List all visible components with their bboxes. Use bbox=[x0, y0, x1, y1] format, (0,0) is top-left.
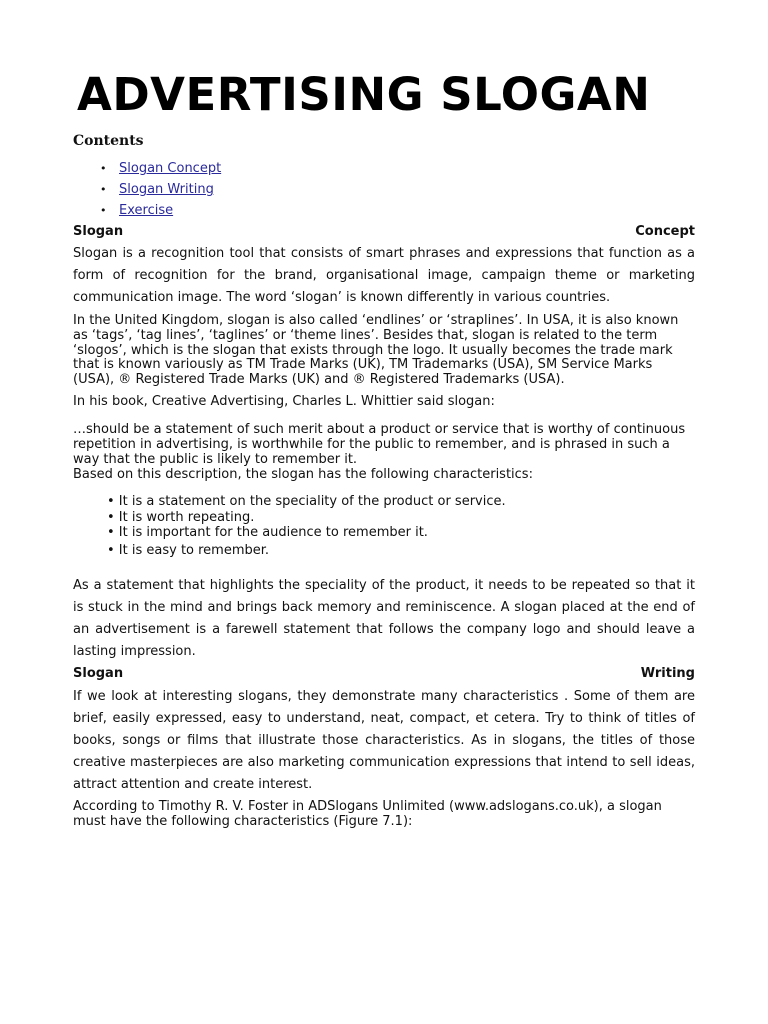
document-title: ADVERTISING SLOGAN bbox=[77, 68, 651, 121]
quote: …should be a statement of such merit about a product or service that is worthy of continuous repetition in advertising, is worthwhile for the public to remember, and is phrased in such a way that the public is likely to remember it. bbox=[73, 422, 686, 467]
contents-heading: Contents bbox=[73, 133, 144, 149]
toc-link-exercise[interactable]: Exercise bbox=[119, 203, 174, 218]
toc-link-slogan-writing[interactable]: Slogan Writing bbox=[119, 182, 214, 197]
toc-link-slogan-concept[interactable]: Slogan Concept bbox=[119, 161, 222, 176]
paragraph-whittier: In his book, Creative Advertising, Charles L. Whittier said slogan: bbox=[73, 394, 495, 409]
paragraph-statement: As a statement that highlights the speciality of the product, it needs to be repeated so that it is stuck in the mind and brings back memory and reminiscence. A slogan placed at the end of an advertisement is a farewell statement that follows the company logo and should leave a lasting impression. bbox=[73, 578, 695, 659]
bullet: • bbox=[100, 162, 107, 175]
paragraph-based-on: Based on this description, the slogan has the following characteristics: bbox=[73, 467, 533, 482]
section-heading-right: Writing bbox=[640, 666, 695, 681]
bullet: • bbox=[100, 183, 107, 196]
toc-item bbox=[100, 179, 221, 200]
list-item: • It is worth repeating. bbox=[107, 510, 255, 525]
section-heading-left: Slogan bbox=[73, 224, 124, 239]
section-heading-left: Slogan bbox=[73, 666, 124, 681]
characteristics-list bbox=[107, 494, 506, 559]
list-item: • It is important for the audience to remember it. bbox=[107, 525, 428, 540]
list-item: • It is a statement on the speciality of the product or service. bbox=[107, 494, 506, 509]
paragraph-interesting-slogans: If we look at interesting slogans, they demonstrate many characteristics . Some of them are brief, easily expressed, easy to understand, neat, compact, et cetera. Try to think of titles of books, songs or films that illustrate those characteristics. As in slogans, the titles of those creative masterpieces are also marketing communication expressions that intend to sell ideas, attract attention and create interest. bbox=[73, 689, 695, 792]
table-of-contents bbox=[100, 158, 221, 221]
section-heading-right: Concept bbox=[635, 224, 695, 239]
toc-item bbox=[100, 200, 221, 221]
paragraph-definition: Slogan is a recognition tool that consists of smart phrases and expressions that function as a form of recognition for the brand, organisational image, campaign theme or marketing communication image. The word ‘slogan’ is known differently in various countries. bbox=[73, 246, 695, 305]
paragraph-names: In the United Kingdom, slogan is also called ‘endlines’ or ‘straplines’. In USA, it is also known as ‘tags’, ‘tag lines’, ‘taglines’ or ‘theme lines’. Besides that, slogan is related to the term ‘slogos’, which is the slogan that exists through the logo. It usually becomes the trade mark that is known variously as TM Trade Marks (UK), TM Trademarks (USA), SM Service Marks (USA), ® Registered Trade Marks (UK) and ® Registered Trademarks (USA). bbox=[73, 313, 679, 388]
section-heading-writing bbox=[73, 664, 695, 684]
list-item: • It is easy to remember. bbox=[107, 543, 270, 558]
section-heading-concept bbox=[73, 222, 695, 242]
bullet: • bbox=[100, 204, 107, 217]
toc-item bbox=[100, 158, 221, 179]
paragraph-foster: According to Timothy R. V. Foster in ADSlogans Unlimited (www.adslogans.co.uk), a slogan must have the following characteristics (Figure 7.1): bbox=[73, 799, 662, 829]
